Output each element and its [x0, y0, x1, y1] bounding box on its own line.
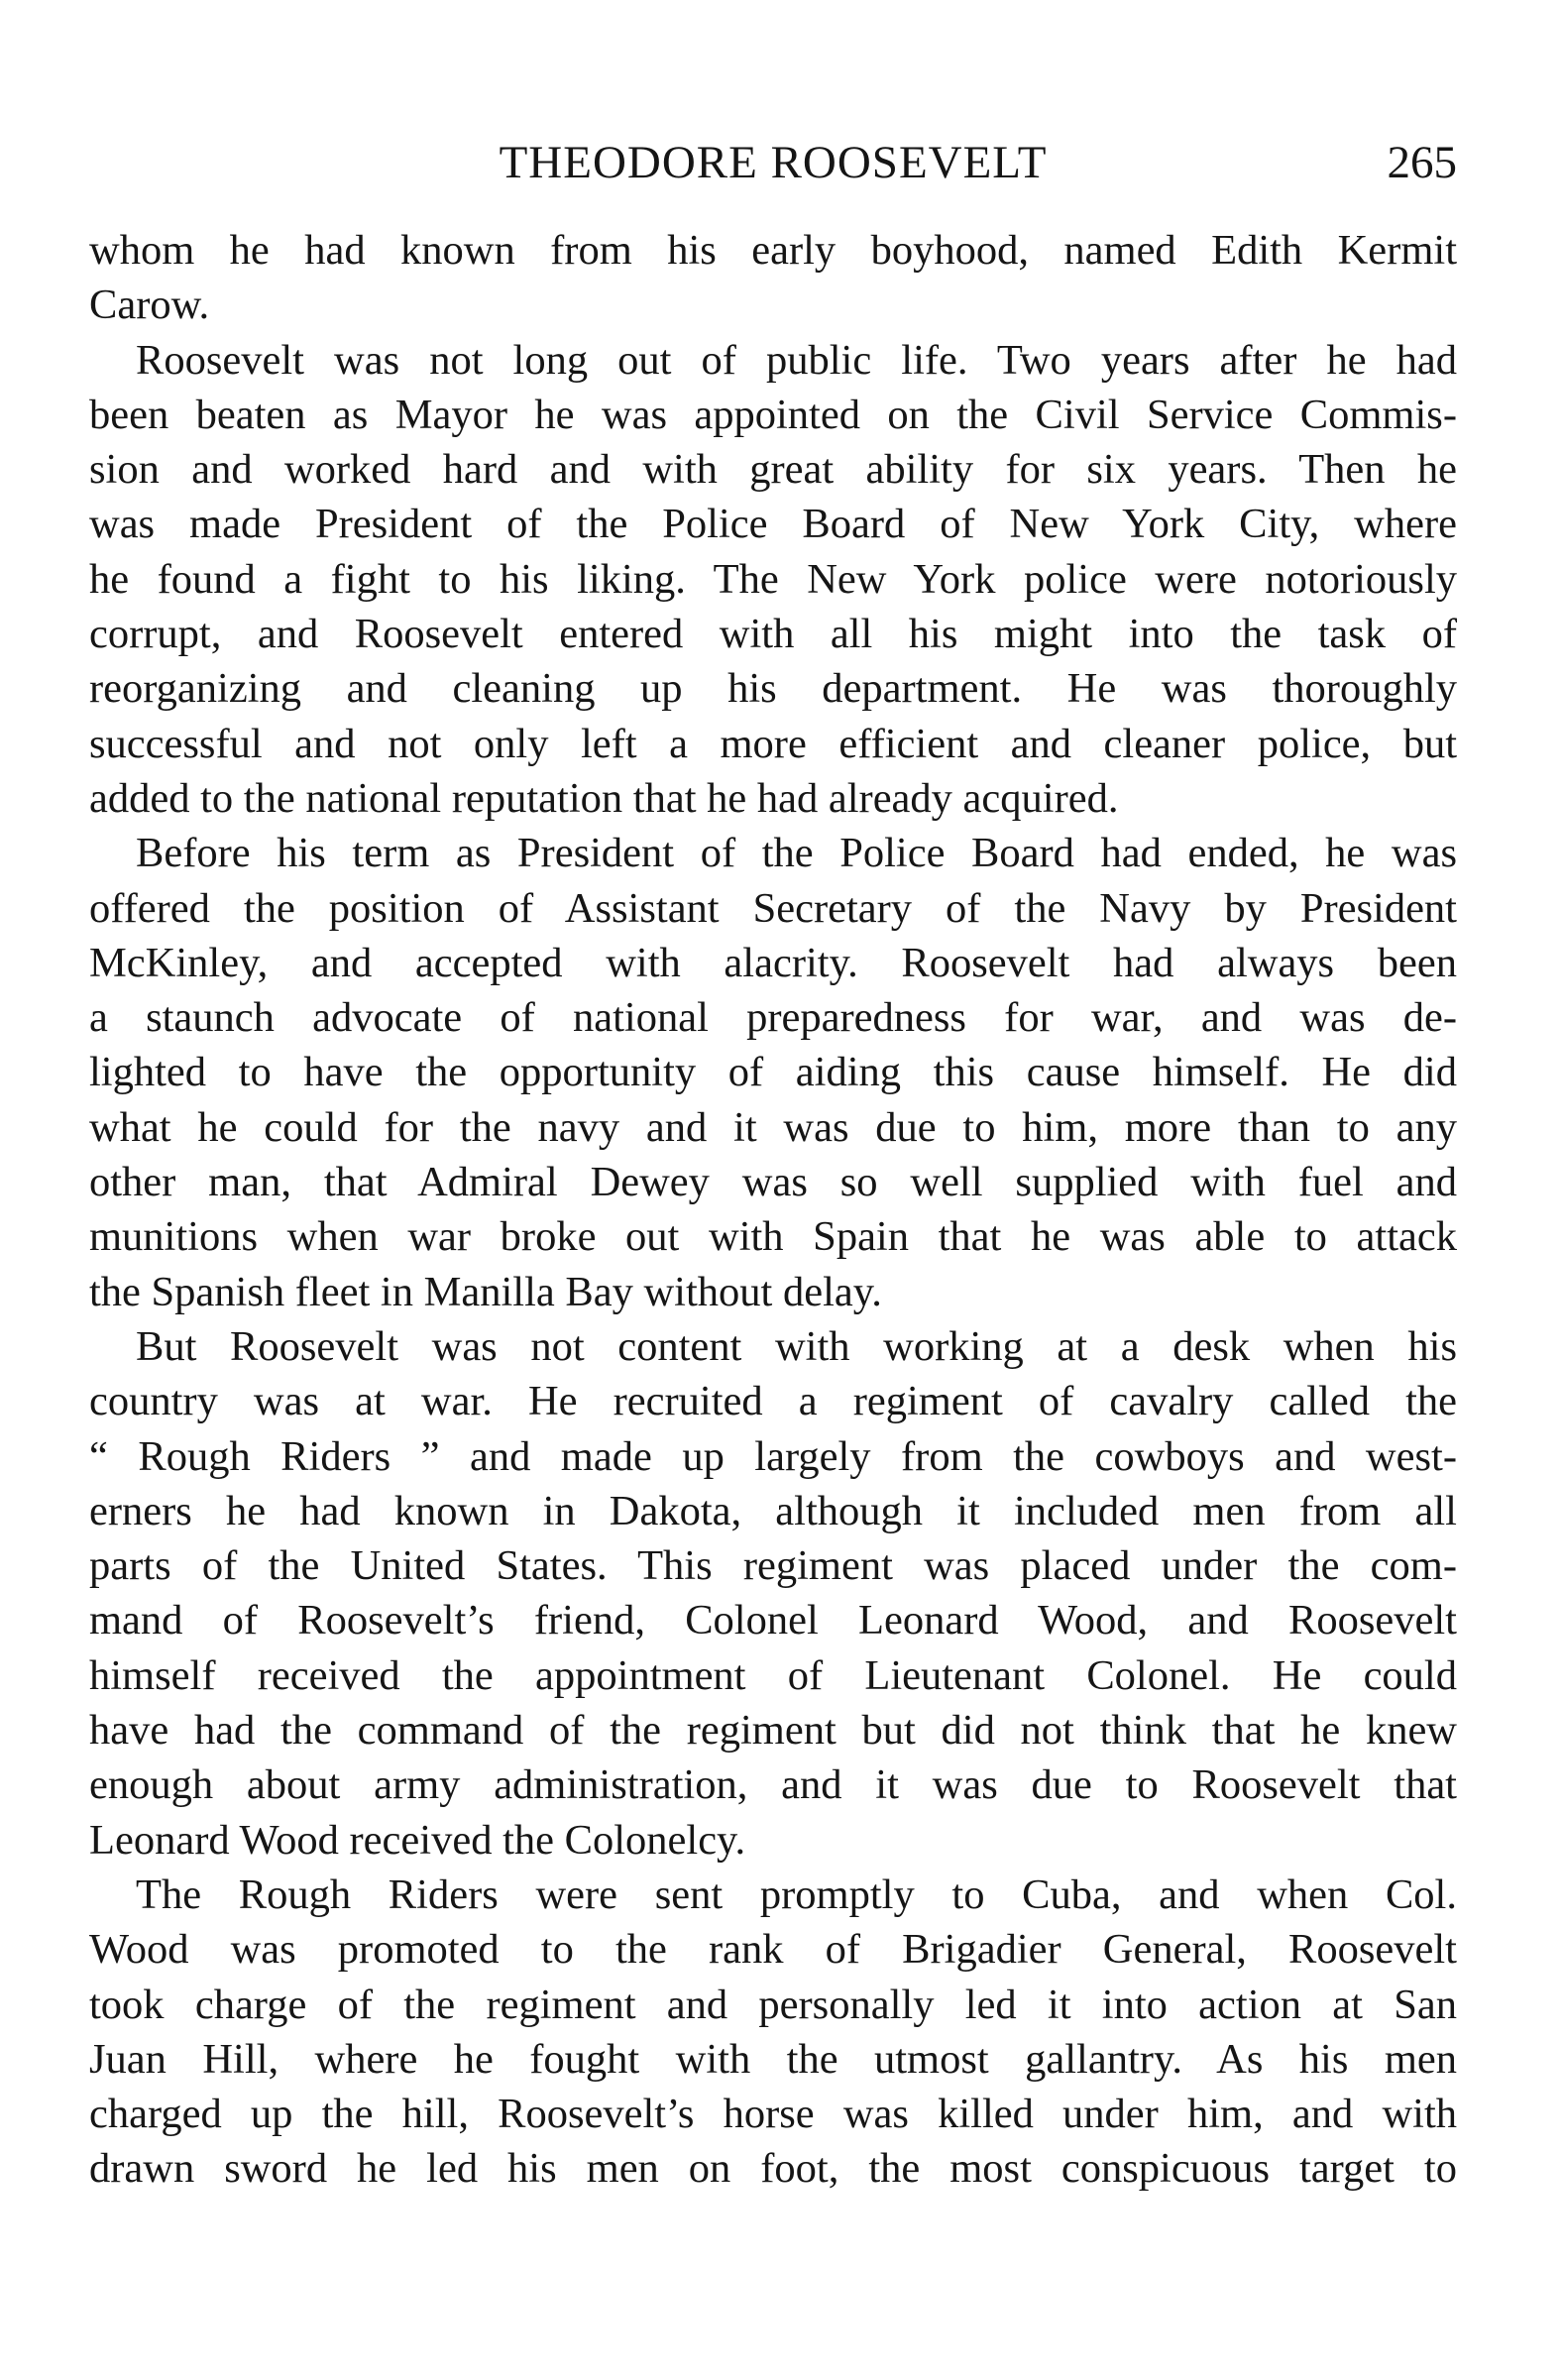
text-line: drawn sword he led his men on foot, the most conspicuous target to [89, 2145, 1457, 2193]
text-line: a staunch advocate of national preparedness for war, and was de- [89, 994, 1457, 1042]
paragraph-first-line: Before his term as President of the Police Board had ended, he was [136, 830, 1457, 877]
text-line: added to the national reputation that he had already acquired. [89, 774, 1119, 822]
text-line: he found a fight to his liking. The New York police were notoriously [89, 555, 1457, 603]
text-line: successful and not only left a more efficient and cleaner police, but [89, 720, 1457, 767]
body-text [89, 223, 1457, 2197]
running-head-title: THEODORE ROOSEVELT [499, 137, 1048, 188]
text-line: what he could for the navy and it was due to him, more than to any [89, 1103, 1457, 1151]
text-line: sion and worked hard and with great ability for six years. Then he [89, 446, 1457, 494]
text-line: country was at war. He recruited a regiment of cavalry called the [89, 1378, 1457, 1425]
text-line: mand of Roosevelt’s friend, Colonel Leonard Wood, and Roosevelt [89, 1597, 1457, 1644]
text-line: took charge of the regiment and personally led it into action at San [89, 1981, 1457, 2028]
text-line: whom he had known from his early boyhood, named Edith Kermit [89, 227, 1457, 274]
text-line: offered the position of Assistant Secretary of the Navy by President [89, 884, 1457, 932]
text-line: Juan Hill, where he fought with the utmost gallantry. As his men [89, 2035, 1457, 2083]
running-head [89, 133, 1457, 192]
text-line: have had the command of the regiment but did not think that he knew [89, 1707, 1457, 1755]
text-line: munitions when war broke out with Spain that he was able to attack [89, 1213, 1457, 1261]
paragraph-first-line: Roosevelt was not long out of public life. Two years after he had [136, 336, 1457, 384]
text-line: Carow. [89, 282, 210, 329]
text-line: was made President of the Police Board of New York City, where [89, 501, 1457, 548]
page-number: 265 [1387, 137, 1457, 188]
text-line: parts of the United States. This regiment was placed under the com- [89, 1542, 1457, 1590]
text-line: Leonard Wood received the Colonelcy. [89, 1816, 746, 1864]
text-line: reorganizing and cleaning up his department. He was thoroughly [89, 665, 1457, 713]
text-line: McKinley, and accepted with alacrity. Roosevelt had always been [89, 939, 1457, 986]
text-line: himself received the appointment of Lieutenant Colonel. He could [89, 1651, 1457, 1699]
text-line: other man, that Admiral Dewey was so well supplied with fuel and [89, 1159, 1457, 1206]
paragraph-first-line: The Rough Riders were sent promptly to Cuba, and when Col. [136, 1870, 1457, 1918]
text-line: Wood was promoted to the rank of Brigadier General, Roosevelt [89, 1926, 1457, 1974]
text-line: corrupt, and Roosevelt entered with all his might into the task of [89, 611, 1457, 658]
text-line: charged up the hill, Roosevelt’s horse was killed under him, and with [89, 2091, 1457, 2138]
text-line: enough about army administration, and it was due to Roosevelt that [89, 1761, 1457, 1809]
text-line: the Spanish fleet in Manilla Bay without delay. [89, 1268, 882, 1315]
paragraph-first-line: But Roosevelt was not content with working at a desk when his [136, 1322, 1457, 1370]
text-line: erners he had known in Dakota, although it included men from all [89, 1487, 1457, 1534]
text-line: been beaten as Mayor he was appointed on the Civil Service Commis- [89, 391, 1457, 438]
text-line: lighted to have the opportunity of aiding this cause himself. He did [89, 1049, 1457, 1096]
text-line: “ Rough Riders ” and made up largely from the cowboys and west- [89, 1432, 1457, 1480]
